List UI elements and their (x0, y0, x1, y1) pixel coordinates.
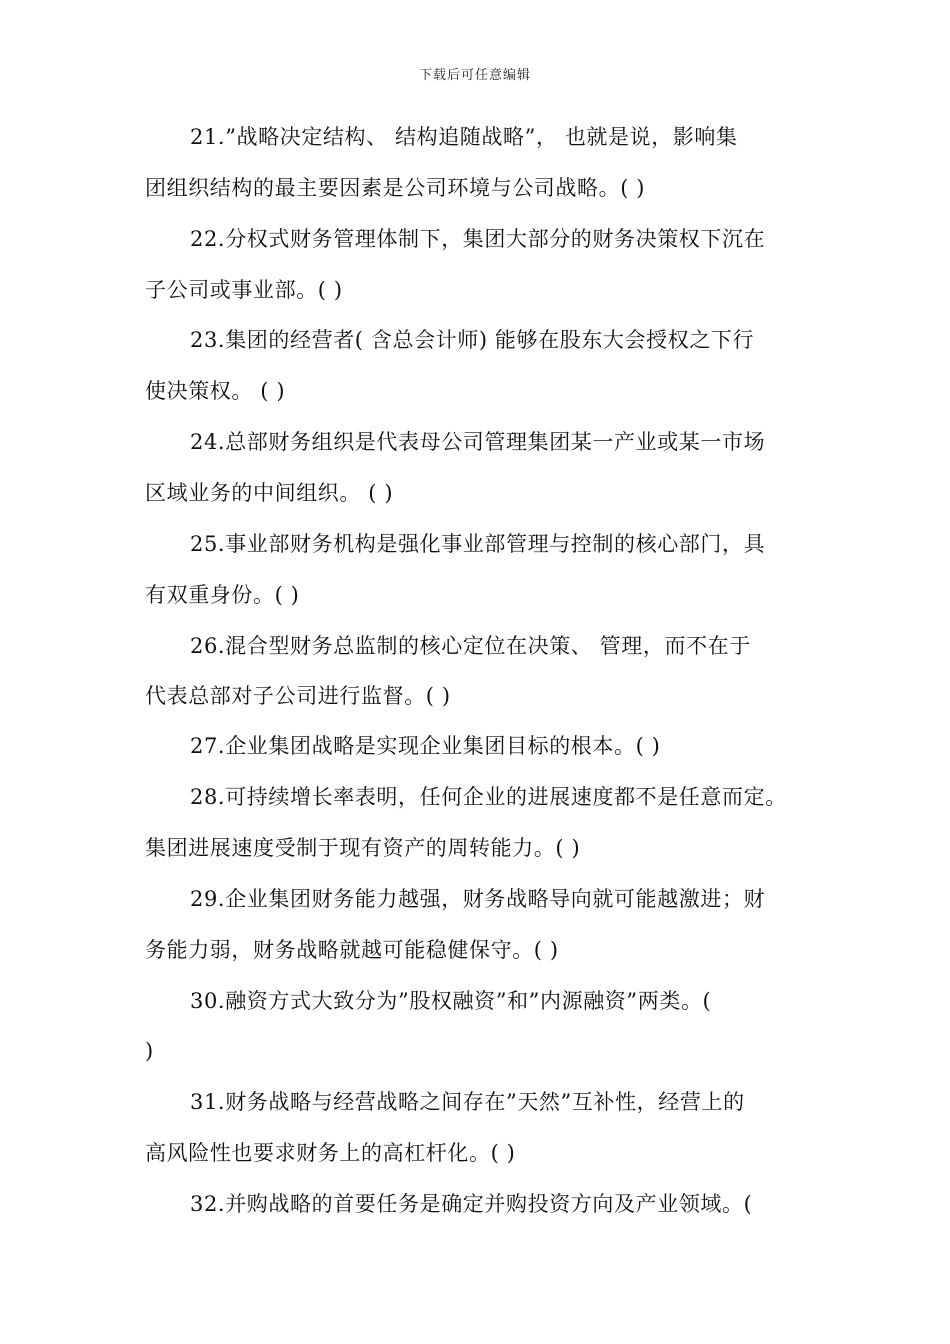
question-23-line-1: 23.集团的经营者( 含总会计师) 能够在股东大会授权之下行 (190, 328, 755, 352)
question-28-line-1: 28.可持续增长率表明，任何企业的进展速度都不是任意而定。 (190, 785, 787, 809)
question-30-line-1: 30.融资方式大致分为”股权融资”和”内源融资”两类。( (190, 989, 712, 1013)
question-21-line-1: 21.”战略决定结构、 结构追随战略”， 也就是说，影响集 (190, 125, 738, 149)
question-31-line-1: 31.财务战略与经营战略之间存在”天然”互补性，经营上的 (190, 1090, 745, 1114)
question-26-line-2: 代表总部对子公司进行监督。( ) (145, 684, 451, 708)
question-28-line-2: 集团进展速度受制于现有资产的周转能力。( ) (145, 836, 581, 860)
question-25-line-2: 有双重身份。( ) (145, 583, 300, 607)
question-22-line-1: 22.分权式财务管理体制下，集团大部分的财务决策权下沉在 (190, 227, 766, 251)
question-25-line-1: 25.事业部财务机构是强化事业部管理与控制的核心部门，具 (190, 532, 766, 556)
question-30-line-2: ) (145, 1039, 154, 1063)
question-24-line-1: 24.总部财务组织是代表母公司管理集团某一产业或某一市场 (190, 430, 766, 454)
question-27-line-1: 27.企业集团战略是实现企业集团目标的根本。( ) (190, 734, 661, 758)
page-header: 下载后可任意编辑 (418, 68, 531, 83)
question-23-line-2: 使决策权。 ( ) (145, 379, 286, 403)
question-26-line-1: 26.混合型财务总监制的核心定位在决策、 管理，而不在于 (190, 634, 751, 658)
question-21-line-2: 团组织结构的最主要因素是公司环境与公司战略。( ) (145, 176, 646, 200)
question-29-line-2: 务能力弱，财务战略就越可能稳健保守。( ) (145, 938, 559, 962)
question-22-line-2: 子公司或事业部。( ) (145, 278, 343, 302)
question-24-line-2: 区域业务的中间组织。 ( ) (145, 481, 394, 505)
question-31-line-2: 高风险性也要求财务上的高杠杆化。( ) (145, 1141, 516, 1165)
question-32-line-1: 32.并购战略的首要任务是确定并购投资方向及产业领域。( (190, 1192, 753, 1216)
question-29-line-1: 29.企业集团财务能力越强，财务战略导向就可能越激进；财 (190, 887, 766, 911)
